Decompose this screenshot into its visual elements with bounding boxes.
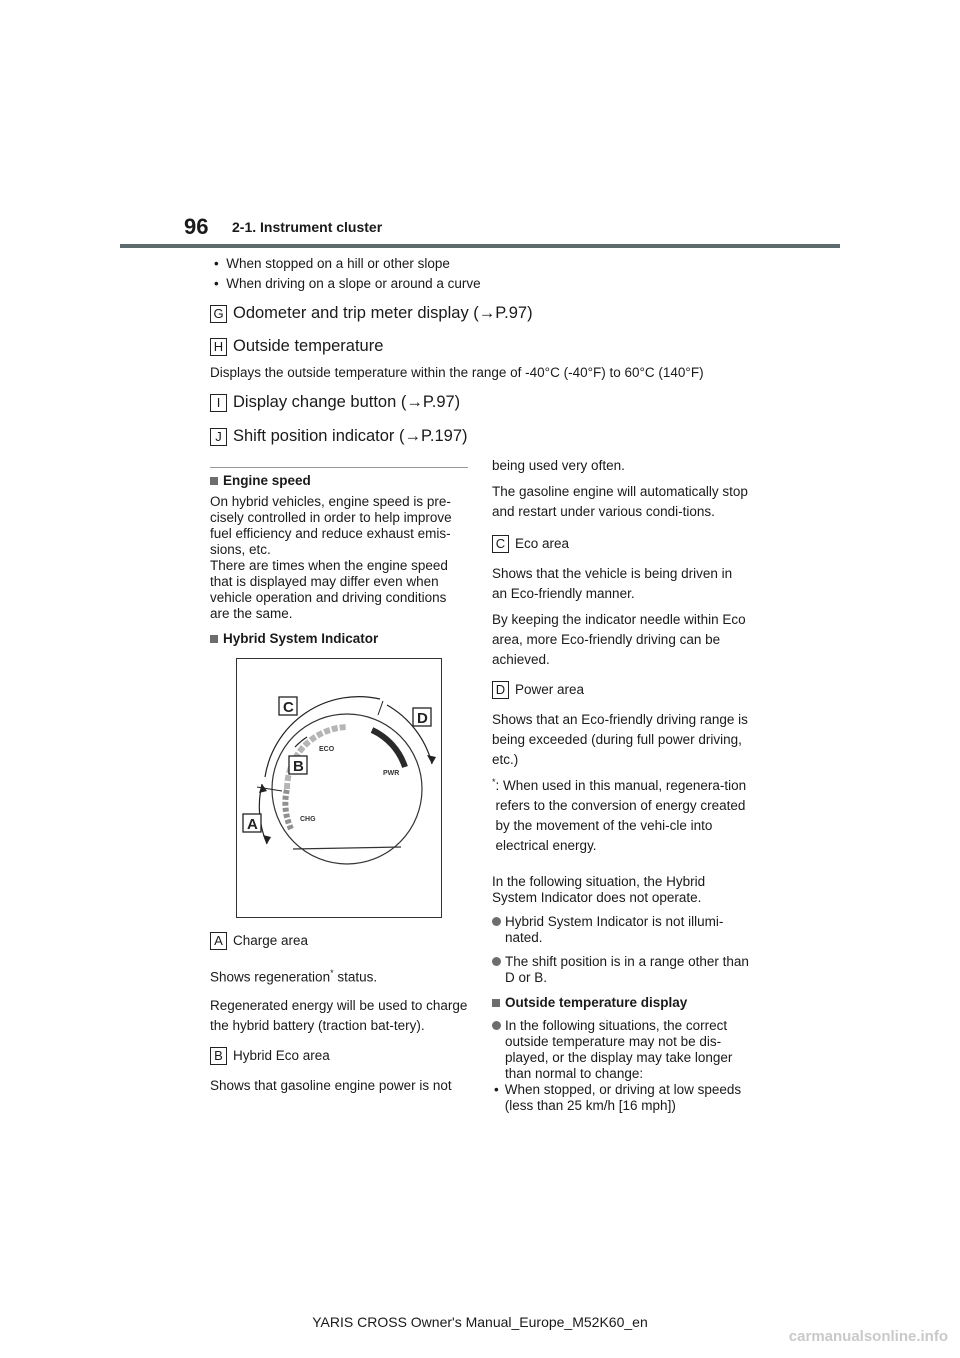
item-i xyxy=(210,393,460,412)
eco-area-item xyxy=(492,534,750,554)
callout-d: D xyxy=(492,681,509,699)
gauge-label-pwr: PWR xyxy=(383,770,400,777)
callout-b: B xyxy=(210,1047,227,1065)
item-j-text: Shift position indicator (→P.197) xyxy=(233,427,468,445)
intro-bullet: • When driving on a slope or around a curve xyxy=(214,276,481,291)
arrowhead xyxy=(427,755,436,764)
square-bullet-icon xyxy=(492,999,500,1007)
item-g xyxy=(210,304,533,323)
gauge-label-eco: ECO xyxy=(319,746,335,753)
not-operate-paragraph: In the following situation, the Hybrid System Indicator does not operate. xyxy=(492,874,706,905)
intro-bullet-text: When stopped on a hill or other slope xyxy=(226,256,450,271)
callout-i: I xyxy=(210,394,227,412)
power-area-paragraph: Shows that an Eco-friendly driving range is being exceeded (during full power driving, etc.) xyxy=(492,712,748,767)
gauge-base-line xyxy=(293,847,401,849)
square-bullet-icon xyxy=(210,635,218,643)
column-divider-rule xyxy=(210,467,468,468)
continuation-text: being used very often. xyxy=(492,458,625,473)
eco-area-paragraph: By keeping the indicator needle within Eco area, more Eco-friendly driving can be achieved. xyxy=(492,612,746,667)
callout-d-label: D xyxy=(417,710,428,727)
regeneration-note: * : When used in this manual, regenera-tion refers to the conversion of energy created by the movement of the vehi-cle into electrical energy. xyxy=(492,777,747,853)
charge-band xyxy=(285,789,291,829)
left-column-top xyxy=(210,473,468,647)
site-watermark: carmanualsonline.info xyxy=(788,1328,948,1345)
callout-g: G xyxy=(210,305,227,323)
square-bullet-icon xyxy=(210,477,218,485)
engine-speed-paragraph: There are times when the engine speed that is displayed may differ even when vehicle operation and driving conditions are the same. xyxy=(210,558,448,621)
intro-bullet: • When stopped on a hill or other slope xyxy=(214,256,450,271)
arrowhead xyxy=(263,835,271,844)
right-column xyxy=(492,456,750,856)
callout-c: C xyxy=(492,535,509,553)
hybrid-eco-description: Shows that gasoline engine power is not xyxy=(210,1077,452,1093)
eco-area-title: Eco area xyxy=(515,536,570,551)
item-i-text: Display change button (→P.97) xyxy=(233,393,461,411)
page-number: 96 xyxy=(184,214,209,239)
dot-list-item: The shift position is in a range other than D or B. xyxy=(492,954,750,986)
dot-list-item: Hybrid System Indicator is not illumi-nated. xyxy=(492,914,750,946)
circle-bullet-icon xyxy=(492,957,501,966)
gauge-illustration xyxy=(237,659,441,917)
left-column-bottom xyxy=(210,931,468,1096)
item-g-text: Odometer and trip meter display (→P.97) xyxy=(233,304,533,322)
charge-area-description: Shows regeneration* status. xyxy=(210,968,378,985)
header-rule xyxy=(120,244,840,248)
outside-temp-heading: Outside temperature display xyxy=(492,995,750,1011)
item-h-text: Outside temperature xyxy=(233,337,384,355)
engine-speed-paragraph: On hybrid vehicles, engine speed is pre-cisely controlled in order to help improve fuel efficiency and reduce exhaust emis-sions, etc. xyxy=(210,494,452,557)
intro-bullet-text: When driving on a slope or around a curve xyxy=(226,276,481,291)
power-area-title: Power area xyxy=(515,682,585,697)
callout-h: H xyxy=(210,338,227,356)
power-area-item xyxy=(492,680,750,700)
callout-a: A xyxy=(210,932,227,950)
circle-bullet-icon xyxy=(492,1021,501,1030)
charge-area-item xyxy=(210,931,468,951)
page-footer: YARIS CROSS Owner's Manual_Europe_M52K60_en xyxy=(312,1314,648,1330)
sub-bullet-item: • When stopped, or driving at low speeds (less than 25 km/h [16 mph]) xyxy=(494,1082,742,1113)
callout-j: J xyxy=(210,428,227,446)
eco-area-paragraph: Shows that the vehicle is being driven in an Eco-friendly manner. xyxy=(492,566,733,601)
right-column-lower xyxy=(492,874,750,1114)
engine-speed-heading: Engine speed xyxy=(210,473,468,489)
range-tick xyxy=(378,701,383,715)
callout-c-label: C xyxy=(283,699,294,716)
charge-area-paragraph: Regenerated energy will be used to charge the hybrid battery (traction bat-tery). xyxy=(210,997,468,1033)
dot-list-item: In the following situations, the correct outside temperature may not be dis-played, or the display may take longer than normal to change: xyxy=(492,1018,750,1082)
hybrid-indicator-figure xyxy=(236,658,442,918)
engine-stop-paragraph: The gasoline engine will automatically stop and restart under various condi-tions. xyxy=(492,484,748,519)
gauge-dial xyxy=(272,714,422,864)
gauge-label-chg: CHG xyxy=(300,816,316,823)
hsi-heading: Hybrid System Indicator xyxy=(210,631,468,647)
item-j xyxy=(210,427,468,446)
callout-a-label: A xyxy=(247,816,258,833)
item-h xyxy=(210,337,383,356)
callout-b-label: B xyxy=(293,758,304,775)
charge-area-title: Charge area xyxy=(233,933,309,948)
item-h-description: Displays the outside temperature within the range of -40°C (-40°F) to 60°C (140°F) xyxy=(210,365,704,380)
circle-bullet-icon xyxy=(492,917,501,926)
hybrid-eco-title: Hybrid Eco area xyxy=(233,1047,330,1063)
section-title: 2-1. Instrument cluster xyxy=(232,219,383,235)
hybrid-eco-item xyxy=(210,1046,468,1066)
